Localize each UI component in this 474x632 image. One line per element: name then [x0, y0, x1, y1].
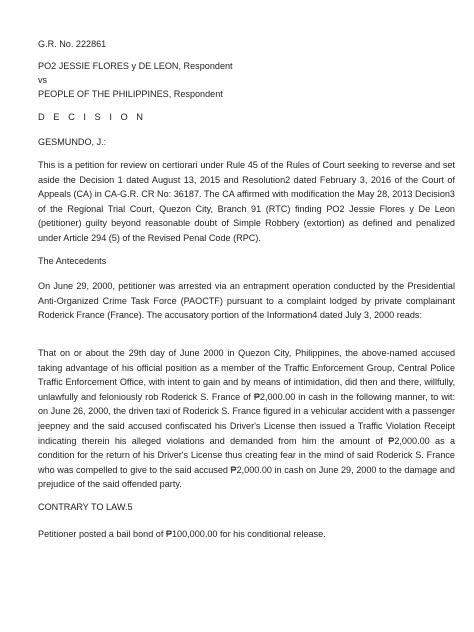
respondent-line: PEOPLE OF THE PHILIPPINES, Respondent — [38, 89, 223, 99]
case-number: G.R. No. 222861 — [38, 39, 107, 49]
information-quote: That on or about the 29th day of June 2000 in Quezon City, Philippines, the above-named accused taking advantage of his official position as a member of the Traffic Enforcement Group, Central Police Traffic Enforcement Office, with intent to gain and by means of intimidation, did then and there, willfully, unlawfully and feloniously rob Roderick S. France of ₱2,000.00 in cash in the following manner, to wit: on June 26, 2000, the driven taxi of Roderick S. France figured in a vehicular accident with a passenger jeepney and the said accused confiscated his Driver's License then issued a Traffic Violation Receipt indicating therein his alleged violations and demanded from him the amount of ₱2,000.00 as a condition for the return of his Driver's License thus creating fear in the mind of said Roderick S. France who was compelled to give to the said accused ₱2,000.00 in cash on June 29, 2000 to the damage and prejudice of the said offended party. — [38, 348, 455, 490]
ponente: GESMUNDO, J.: — [38, 137, 107, 147]
contrary-to-law: CONTRARY TO LAW.5 — [38, 502, 133, 512]
antecedents-heading: The Antecedents — [38, 256, 107, 266]
antecedents-paragraph: On June 29, 2000, petitioner was arrested via an entrapment operation conducted by the Presidential Anti-Organized Crime Task Force (PAOCTF) pursuant to a complaint lodged by private complainant Roderick France (France). The accusatory portion of the Information4 dated July 3, 2000 reads: — [38, 281, 455, 321]
decision-title: D E C I S I O N — [38, 112, 147, 122]
intro-paragraph: This is a petition for review on certiorari under Rule 45 of the Rules of Court seeking to reverse and set aside the Decision 1 dated August 13, 2015 and Resolution2 dated February 3, 2016 of the Court of Appeals (CA) in CA-G.R. CR No: 36187. The CA affirmed with modification the May 28, 2013 Decision3 of the Regional Trial Court, Quezon City, Branch 91 (RTC) finding PO2 Jessie Flores y De Leon (petitioner) guilty beyond reasonable doubt of Simple Robbery (extortion) as defined and penalized under Article 294 (5) of the Revised Penal Code (RPC). — [38, 160, 455, 243]
versus-line: vs — [38, 75, 48, 85]
petitioner-line: PO2 JESSIE FLORES y DE LEON, Respondent — [38, 61, 233, 71]
bail-paragraph: Petitioner posted a bail bond of ₱100,000.00 for his conditional release. — [38, 529, 326, 539]
